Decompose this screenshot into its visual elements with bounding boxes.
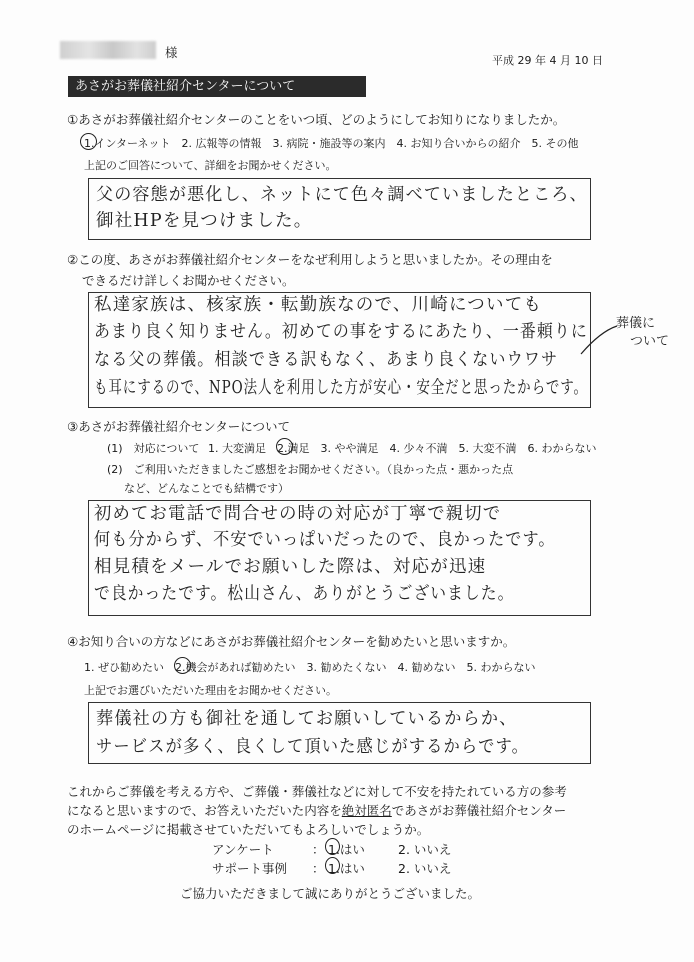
consent-line-1: これからご葬儀を考える方や、ご葬儀・葬儀社などに対して不安を持たれている方の参考 [67,784,567,799]
thanks-message: ご協力いただきまして誠にありがとうございました。 [180,886,481,901]
q4-followup: 上記でお選びいただいた理由をお聞かせください。 [84,684,337,697]
consent-line-2: になると思いますので、お答えいただいた内容を絶対匿名であさがお葬儀社紹介センター [67,803,567,818]
consent-row-support-colon: ： [312,861,325,876]
consent-row-support-no: 2. いいえ [398,861,452,876]
consent-row-survey-yes: 1.はい [328,842,365,857]
redacted-name [60,41,156,59]
consent-row-survey-no: 2. いいえ [398,842,452,857]
consent-row-survey-colon: ： [312,842,325,857]
q2-question-line-1: ②この度、あさがお葬儀社紹介センターをなぜ利用しようと思いましたか。その理由を [67,252,553,267]
q1-answer-line-2: 御社HPを見つけました。 [96,211,313,231]
q3-answer-line-4: で良かったです。松山さん、ありがとうございました。 [94,584,515,604]
q1-answer-line-1: 父の容態が悪化し、ネットにて色々調べていましたところ、 [96,185,588,205]
q2-answer-line-3: なる父の葬儀。相談できる訳もなく、あまり良くないウワサ [94,350,559,370]
margin-note-line-2: ついて [630,334,670,349]
q3-sub2-line-2: など、どんなことでも結構です） [124,482,289,495]
consent-row-survey-label: アンケート [212,842,274,857]
consent-row-support-yes: 1.はい [328,861,365,876]
q1-followup: 上記のご回答について、詳細をお聞かせください。 [84,159,337,172]
q3-answer-line-1: 初めてお電話で問合せの時の対応が丁寧で親切で [94,504,502,524]
q3-title: ③あさがお葬儀社紹介センターについて [67,419,290,434]
q4-answer-line-2: サービスが多く、良くして頂いた感じがするからです。 [96,737,529,757]
q4-options: 1. ぜひ勧めたい 2.機会があれば勧めたい 3. 勧めたくない 4. 勧めない 5. わからない [84,661,536,674]
q3-sub1-options: 1. 大変満足 2.満足 3. やや満足 4. 少々不満 5. 大変不満 6. わからない [208,442,597,455]
q2-answer-line-1: 私達家族は、核家族・転勤族なので、川崎についても [94,295,543,315]
margin-note-line-1: 葬儀に [616,316,656,331]
q4-question: ④お知り合いの方などにあさがお葬儀社紹介センターを勧めたいと思いますか。 [67,634,516,649]
q3-answer-line-3: 相見積をメールでお願いした際は、対応が迅速 [94,557,487,577]
margin-note-arrow [575,322,620,358]
q3-answer-line-2: 何も分からず、不安でいっぱいだったので、良かったです。 [94,530,556,550]
section-title: あさがお葬儀社紹介センターについて [68,76,366,97]
q4-answer-line-1: 葬儀社の方も御社を通してお願いしているからか、 [96,709,518,729]
consent-row-support-label: サポート事例 [212,861,288,876]
date: 平成 29 年 4 月 10 日 [492,54,603,67]
q2-question-line-2: できるだけ詳しくお聞かせください。 [82,273,295,288]
q1-options: 1.インターネット 2. 広報等の情報 3. 病院・施設等の案内 4. お知り合いからの紹介 5. その他 [84,137,579,150]
q2-answer-line-2: あまり良く知りません。初めての事をするにあたり、一番頼りに [94,322,588,342]
q1-question: ①あさがお葬儀社紹介センターのことをいつ頃、どのようにしてお知りになりましたか。 [67,112,566,127]
q3-sub1-label: (1) 対応について [107,442,200,455]
q2-answer-line-4: も耳にするので、NPO法人を利用した方が安心・安全だと思ったからです。 [94,378,588,398]
consent-line-3: のホームページに掲載させていただいてもよろしいでしょうか。 [67,822,430,837]
recipient-suffix: 様 [165,45,178,60]
q3-sub2-line-1: (2) ご利用いただきましたご感想をお聞かせください。（良かった点・悪かった点 [107,463,514,476]
anonymous-emphasis: 絶対匿名 [341,803,392,818]
